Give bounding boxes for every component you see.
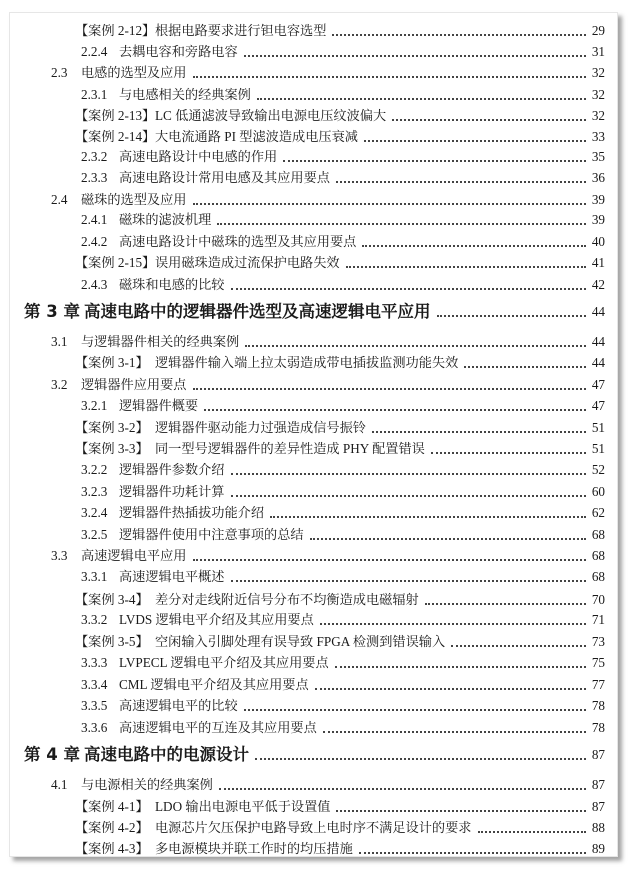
entry-title: 空闲输入引脚处理有误导致 FPGA 检测到错误输入 — [155, 634, 446, 649]
entry-page-number: 77 — [591, 677, 605, 692]
entry-number: 3.3.5 — [81, 698, 108, 713]
dot-leader — [231, 473, 587, 475]
entry-number: 【案例 3-3】 — [75, 441, 149, 456]
entry-title: LVPECL 逻辑电平介绍及其应用要点 — [119, 655, 329, 670]
dot-leader — [244, 709, 586, 711]
dot-leader — [270, 516, 586, 518]
entry-title: 差分对走线附近信号分布不均衡造成电磁辐射 — [155, 592, 419, 607]
entry-number: 【案例 2-15】 — [75, 255, 156, 270]
entry-number: 3.3.1 — [81, 569, 108, 584]
dot-leader — [336, 181, 586, 183]
entry-title: 电源芯片欠压保护电路导致上电时序不满足设计的要求 — [155, 820, 472, 835]
entry-title: 逻辑器件应用要点 — [81, 377, 187, 392]
entry-page-number: 44 — [591, 355, 605, 370]
entry-page-number: 44 — [591, 304, 605, 319]
dot-leader — [193, 388, 587, 390]
entry-number: 3.3.6 — [81, 720, 108, 735]
toc-entry-sub[interactable] — [10, 718, 617, 738]
entry-number: 4.1 — [51, 777, 68, 792]
dot-leader — [372, 431, 586, 433]
dot-leader — [335, 666, 586, 668]
dot-leader — [364, 140, 586, 142]
entry-number: 3.3.2 — [81, 612, 108, 627]
entry-number: 3.2.2 — [81, 462, 108, 477]
entry-page-number: 68 — [591, 548, 605, 563]
entry-page-number: 89 — [591, 841, 605, 856]
dot-leader — [217, 223, 586, 225]
toc-entry-case[interactable] — [10, 439, 617, 459]
entry-number: 2.3 — [51, 65, 68, 80]
entry-title: 逻辑器件概要 — [119, 398, 199, 413]
entry-page-number: 31 — [591, 44, 605, 59]
entry-number: 【案例 4-1】 — [75, 799, 149, 814]
dot-leader — [437, 315, 587, 317]
entry-number: 2.3.1 — [81, 87, 108, 102]
toc-entry-case[interactable] — [10, 21, 617, 41]
entry-number: 2.4.3 — [81, 277, 108, 292]
dot-leader — [315, 688, 586, 690]
toc-entry-case[interactable] — [10, 797, 617, 817]
toc-entry-section[interactable] — [10, 775, 617, 795]
dot-leader — [464, 366, 586, 368]
toc-entry-sub[interactable] — [10, 147, 617, 167]
entry-number: 3.2.1 — [81, 398, 108, 413]
dot-leader — [431, 452, 586, 454]
entry-page-number: 41 — [591, 255, 605, 270]
dot-leader — [231, 580, 587, 582]
toc-entry-sub[interactable] — [10, 168, 617, 188]
toc-entry-sub[interactable] — [10, 85, 617, 105]
toc-entry-case[interactable] — [10, 818, 617, 838]
dot-leader — [323, 731, 586, 733]
toc-entry-section[interactable] — [10, 332, 617, 352]
entry-number: 3.3.4 — [81, 677, 108, 692]
toc-entry-section[interactable] — [10, 375, 617, 395]
entry-title: 逻辑器件使用中注意事项的总结 — [119, 527, 304, 542]
entry-number: 【案例 2-14】 — [75, 129, 156, 144]
toc-entry-section[interactable] — [10, 190, 617, 210]
entry-number: 【案例 3-2】 — [75, 420, 149, 435]
toc-entry-sub[interactable] — [10, 675, 617, 695]
entry-page-number: 44 — [591, 334, 605, 349]
dot-leader — [346, 266, 586, 268]
entry-page-number: 78 — [591, 698, 605, 713]
dot-leader — [451, 645, 586, 647]
entry-page-number: 60 — [591, 484, 605, 499]
entry-title: 与电源相关的经典案例 — [81, 777, 213, 792]
dot-leader — [231, 288, 587, 290]
entry-title: 高速逻辑电平概述 — [119, 569, 225, 584]
entry-page-number: 71 — [591, 612, 605, 627]
entry-page-number: 62 — [591, 505, 605, 520]
toc-entry-sub[interactable] — [10, 460, 617, 480]
entry-page-number: 42 — [591, 277, 605, 292]
dot-leader — [478, 831, 587, 833]
toc-entry-chapter[interactable] — [10, 743, 617, 767]
dot-leader — [320, 623, 586, 625]
toc-entry-case[interactable] — [10, 590, 617, 610]
entry-number: 3.2.3 — [81, 484, 108, 499]
entry-page-number: 87 — [591, 799, 605, 814]
entry-title: 逻辑器件热插拔功能介绍 — [119, 505, 265, 520]
entry-number: 3.1 — [51, 334, 68, 349]
entry-number: 3.2 — [51, 377, 68, 392]
dot-leader — [193, 76, 587, 78]
entry-title: 逻辑器件参数介绍 — [119, 462, 225, 477]
entry-title: 磁珠的滤波机理 — [119, 212, 212, 227]
entry-title: 去耦电容和旁路电容 — [119, 44, 238, 59]
entry-page-number: 78 — [591, 720, 605, 735]
toc-entry-sub[interactable] — [10, 525, 617, 545]
dot-leader — [193, 203, 587, 205]
entry-number: 【案例 4-2】 — [75, 820, 149, 835]
entry-page-number: 87 — [591, 747, 605, 762]
entry-title: 高速电路中的逻辑器件选型及高速逻辑电平应用 — [84, 302, 431, 321]
entry-page-number: 75 — [591, 655, 605, 670]
entry-title: LDO 输出电源电平低于设置值 — [155, 799, 331, 814]
dot-leader — [257, 98, 586, 100]
entry-number: 第 3 章 — [24, 302, 80, 321]
entry-page-number: 32 — [591, 87, 605, 102]
entry-number: 3.3.3 — [81, 655, 108, 670]
entry-number: 2.2.4 — [81, 44, 108, 59]
entry-title: 逻辑器件驱动能力过强造成信号振铃 — [155, 420, 366, 435]
entry-number: 【案例 3-5】 — [75, 634, 149, 649]
toc-entry-case[interactable] — [10, 632, 617, 652]
entry-page-number: 70 — [591, 592, 605, 607]
entry-page-number: 87 — [591, 777, 605, 792]
entry-title: 误用磁珠造成过流保护电路失效 — [155, 255, 340, 270]
entry-number: 第 4 章 — [24, 745, 80, 764]
entry-page-number: 68 — [591, 527, 605, 542]
dot-leader — [362, 245, 586, 247]
dot-leader — [204, 409, 586, 411]
toc-entry-sub[interactable] — [10, 482, 617, 502]
entry-title: 高速电路设计常用电感及其应用要点 — [119, 170, 330, 185]
toc-entry-sub[interactable] — [10, 610, 617, 630]
dot-leader — [231, 495, 587, 497]
entry-title: 逻辑器件输入端上拉太弱造成带电插拔监测功能失效 — [155, 355, 459, 370]
toc-entry-sub[interactable] — [10, 210, 617, 230]
entry-title: 高速逻辑电平的互连及其应用要点 — [119, 720, 317, 735]
toc-entry-sub[interactable] — [10, 653, 617, 673]
entry-title: LC 低通滤波导致输出电源电压纹波偏大 — [155, 108, 387, 123]
entry-page-number: 51 — [591, 441, 605, 456]
entry-title: 高速电路中的电源设计 — [84, 745, 249, 764]
entry-number: 【案例 2-13】 — [75, 108, 156, 123]
dot-leader — [392, 119, 586, 121]
entry-number: 2.4 — [51, 192, 68, 207]
entry-title: 高速逻辑电平的比较 — [119, 698, 238, 713]
entry-title: 大电流通路 PI 型滤波造成电压衰减 — [155, 129, 358, 144]
dot-leader — [336, 810, 586, 812]
dot-leader — [219, 788, 586, 790]
dot-leader — [255, 758, 586, 760]
entry-number: 【案例 4-3】 — [75, 841, 149, 856]
entry-number: 3.2.5 — [81, 527, 108, 542]
entry-title: 高速逻辑电平应用 — [81, 548, 187, 563]
entry-page-number: 36 — [591, 170, 605, 185]
entry-title: 磁珠的选型及应用 — [81, 192, 187, 207]
toc-entry-sub[interactable] — [10, 232, 617, 252]
toc-entry-sub[interactable] — [10, 396, 617, 416]
toc-entry-chapter[interactable] — [10, 300, 617, 324]
toc-page — [9, 12, 618, 857]
entry-title: 电感的选型及应用 — [81, 65, 187, 80]
toc-entry-case[interactable] — [10, 106, 617, 126]
dot-leader — [193, 559, 587, 561]
entry-page-number: 39 — [591, 212, 605, 227]
entry-number: 2.4.1 — [81, 212, 108, 227]
toc-entry-sub[interactable] — [10, 567, 617, 587]
entry-title: LVDS 逻辑电平介绍及其应用要点 — [119, 612, 314, 627]
entry-number: 3.3 — [51, 548, 68, 563]
toc-entry-sub[interactable] — [10, 696, 617, 716]
dot-leader — [359, 852, 586, 854]
toc-entry-case[interactable] — [10, 418, 617, 438]
entry-page-number: 52 — [591, 462, 605, 477]
entry-page-number: 33 — [591, 129, 605, 144]
entry-page-number: 32 — [591, 65, 605, 80]
dot-leader — [245, 345, 586, 347]
entry-title: 同一型号逻辑器件的差异性造成 PHY 配置错误 — [155, 441, 425, 456]
toc-entry-sub[interactable] — [10, 275, 617, 295]
entry-title: 高速电路设计中电感的作用 — [119, 149, 278, 164]
entry-title: 与逻辑器件相关的经典案例 — [81, 334, 240, 349]
toc-entry-case[interactable] — [10, 839, 617, 859]
entry-number: 2.4.2 — [81, 234, 108, 249]
entry-number: 2.3.3 — [81, 170, 108, 185]
toc-entry-sub[interactable] — [10, 42, 617, 62]
toc-entry-case[interactable] — [10, 353, 617, 373]
toc-entry-case[interactable] — [10, 253, 617, 273]
entry-page-number: 88 — [591, 820, 605, 835]
entry-number: 【案例 3-4】 — [75, 592, 149, 607]
toc-entry-case[interactable] — [10, 127, 617, 147]
entry-title: 逻辑器件功耗计算 — [119, 484, 225, 499]
entry-title: 与电感相关的经典案例 — [119, 87, 251, 102]
entry-number: 【案例 2-12】 — [75, 23, 156, 38]
entry-number: 2.3.2 — [81, 149, 108, 164]
entry-page-number: 68 — [591, 569, 605, 584]
entry-number: 【案例 3-1】 — [75, 355, 149, 370]
dot-leader — [332, 34, 586, 36]
dot-leader — [310, 538, 586, 540]
entry-page-number: 35 — [591, 149, 605, 164]
toc-entry-section[interactable] — [10, 546, 617, 566]
toc-entry-sub[interactable] — [10, 503, 617, 523]
entry-page-number: 40 — [591, 234, 605, 249]
toc-entry-section[interactable] — [10, 63, 617, 83]
entry-page-number: 32 — [591, 108, 605, 123]
entry-page-number: 73 — [591, 634, 605, 649]
entry-page-number: 29 — [591, 23, 605, 38]
entry-page-number: 51 — [591, 420, 605, 435]
entry-page-number: 47 — [591, 398, 605, 413]
entry-page-number: 47 — [591, 377, 605, 392]
entry-title: 根据电路要求进行钽电容选型 — [155, 23, 327, 38]
entry-number: 3.2.4 — [81, 505, 108, 520]
dot-leader — [244, 55, 586, 57]
entry-title: 多电源模块并联工作时的均压措施 — [155, 841, 353, 856]
dot-leader — [283, 160, 586, 162]
entry-title: CML 逻辑电平介绍及其应用要点 — [119, 677, 309, 692]
entry-page-number: 39 — [591, 192, 605, 207]
entry-title: 高速电路设计中磁珠的选型及其应用要点 — [119, 234, 357, 249]
entry-title: 磁珠和电感的比较 — [119, 277, 225, 292]
dot-leader — [425, 603, 586, 605]
